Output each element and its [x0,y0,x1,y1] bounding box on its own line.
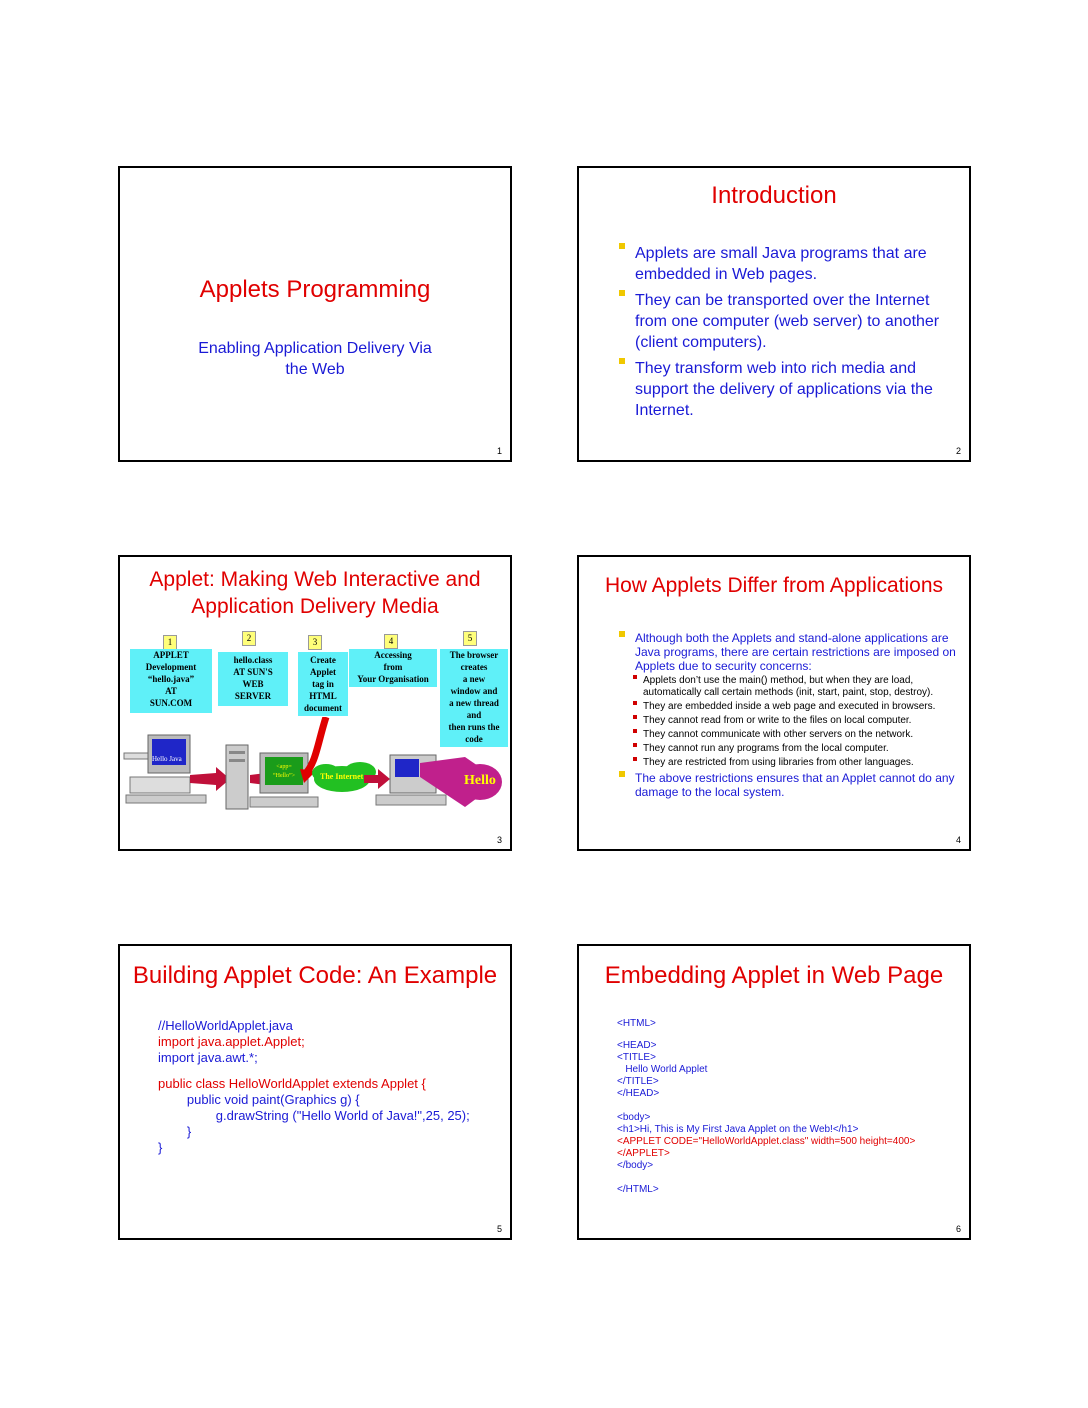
bullet-content [617,631,959,799]
slide-4 [577,555,971,851]
developer-computer-icon [124,735,206,803]
list-item: Although both the Applets and stand-alone applications are Java programs, there are certain restrictions are imposed on Applets due to security concerns: [617,631,959,673]
list-item: They cannot communicate with other servers on the network. [631,729,959,741]
list-item: The above restrictions ensures that an Applet cannot do any damage to the local system. [617,771,959,799]
slide-title: Applet: Making Web Interactive and Application Delivery Media [149,568,481,618]
applet-tag-label: <app= “Hello”> [272,764,296,779]
step-number: 2 [242,631,256,646]
list-item: Applets don’t use the main() method, but when they are load, automatically call certain methods (init, start, paint, stop, destroy). [631,675,959,699]
html-code-block: <HTML> <HEAD> <TITLE> Hello World Applet </TITLE> </HEAD> <body> <h1>Hi, This is My First Java Applet on the Web!</h1> <APPLET CODE="HelloWorldApplet.class" width=500 height=400> </APPLET> </body> </HTML> [617,1018,916,1195]
slide-number: 3 [496,835,502,845]
slide-2 [577,166,971,462]
step-box: Accessing from Your Organisation [349,649,437,687]
slide-5 [118,944,512,1240]
bullet-list [617,243,955,421]
slide-6 [577,944,971,1240]
list-item: They are embedded inside a web page and executed in browsers. [631,701,959,713]
code-block: //HelloWorldApplet.java import java.applet.Applet; import java.awt.*; public class HelloWorldApplet extends Applet { public void paint(Graphics g) { g.drawString ("Hello World of Java!",25, 25); } } [158,1018,470,1155]
slide-number: 2 [955,446,961,456]
slide-title: Embedding Applet in Web Page [604,962,944,989]
step-box: Create Applet tag in HTML document [298,652,348,716]
slide-3 [118,555,512,851]
step-box: hello.class AT SUN'S WEB SERVER [218,652,288,706]
list-item: They transform web into rich media and support the delivery of applications via the Internet. [617,358,955,421]
cloud-label: The Internet [320,772,364,781]
list-item: They cannot read from or write to the files on local computer. [631,715,959,727]
step-box: APPLET Development “hello.java” AT SUN.COM [130,649,212,713]
applet-delivery-diagram [120,717,510,827]
list-item: They cannot run any programs from the local computer. [631,743,959,755]
slide-number: 1 [496,446,502,456]
slide-subtitle: Enabling Application Delivery Via the Web [198,340,432,378]
slide-title: How Applets Differ from Applications [604,574,944,597]
slide-title: Applets Programming [199,276,431,303]
step-number: 3 [308,635,322,650]
slide-title: Building Applet Code: An Example [132,962,498,989]
slide-number: 4 [955,835,961,845]
step-number: 4 [384,634,398,649]
screen-label: Hello Java [152,755,182,763]
step-box: The browser creates a new window and a new thread and then runs the code [440,649,508,747]
slide-number: 6 [955,1224,961,1234]
step-number: 1 [163,635,177,650]
hello-label: Hello [464,773,496,788]
list-item: Applets are small Java programs that are embedded in Web pages. [617,243,955,285]
server-icon [226,745,248,809]
list-item: They can be transported over the Internet from one computer (web server) to another (client computers). [617,290,955,353]
list-item: They are restricted from using libraries from other languages. [631,757,959,769]
slide-title: Introduction [711,182,837,209]
step-number: 5 [463,631,477,646]
slide-number: 5 [496,1224,502,1234]
slide-1 [118,166,512,462]
